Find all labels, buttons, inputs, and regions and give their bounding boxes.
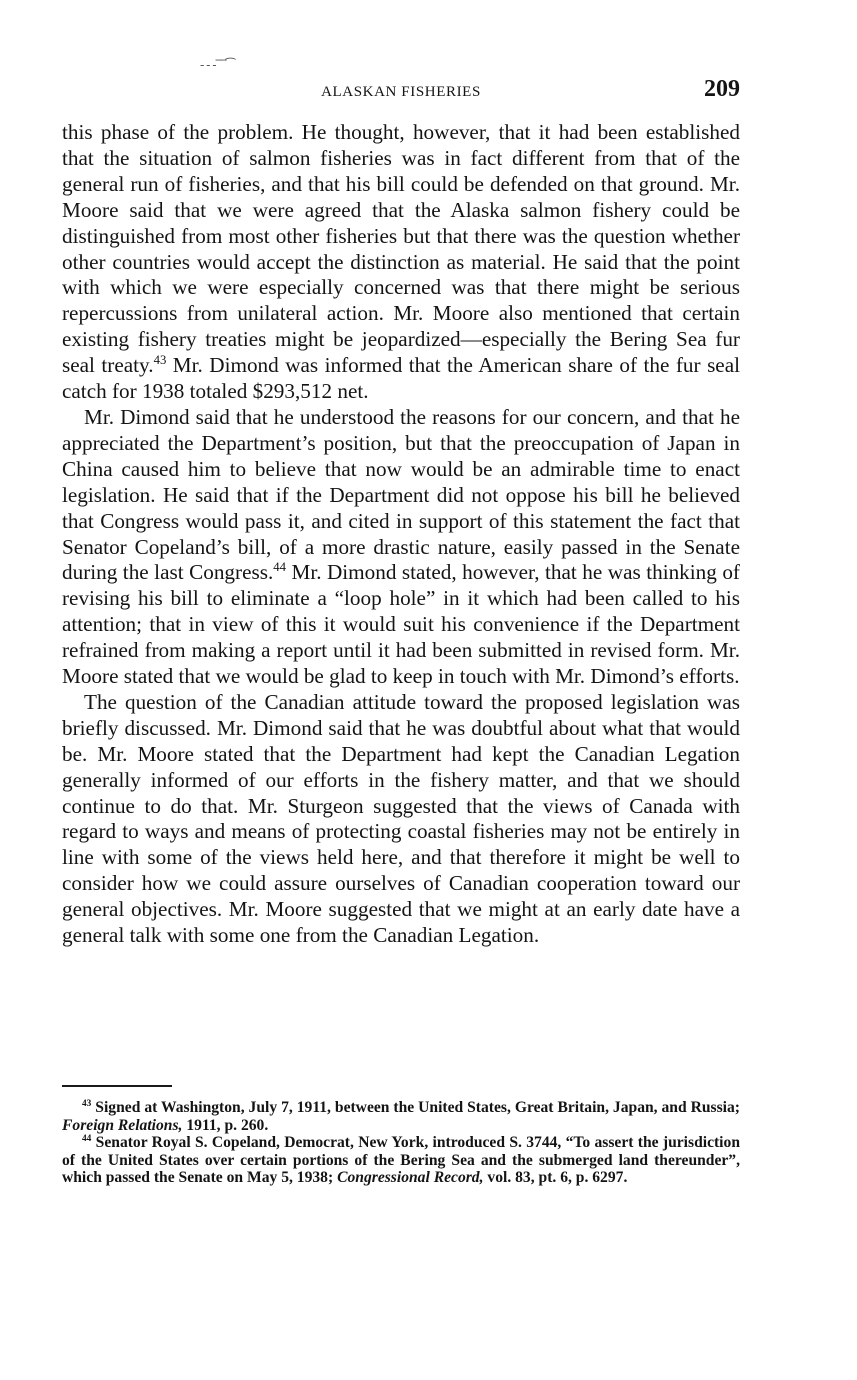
footnote-mark: 44: [82, 1134, 92, 1144]
footnote-citation: Congressional Record,: [337, 1169, 484, 1187]
body-text: [62, 120, 740, 949]
footnote-ref: 44: [273, 560, 286, 575]
running-title: ALASKAN FISHERIES: [321, 84, 481, 100]
footnote-citation: Foreign Relations,: [62, 1116, 183, 1134]
page-header: [62, 74, 740, 108]
footnotes: [62, 1099, 740, 1187]
paragraph-text: Mr. Dimond said that he understood the reasons for our concern, and that he appreciated the Department’s position, but that the preoccupation of Japan in China caused him to believe that now would be an admirable time to enact legislation. He said that if the Department did not oppose his bill he believed that Congress would pass it, and cited in support of this statement the fact that Senator Copeland’s bill, of a more drastic nature, easily passed in the Senate during the last Congress.: [62, 404, 740, 585]
scan-mark: - - -‾‾⁀: [200, 58, 235, 72]
paragraph: [62, 690, 740, 949]
page-number: 209: [704, 76, 740, 102]
footnote-text: vol. 83, pt. 6, p. 6297.: [483, 1169, 628, 1187]
paragraph: [62, 405, 740, 690]
paragraph-text: Mr. Dimond was informed that the American share of the fur seal catch for 1938 totaled $293,512 net.: [62, 353, 741, 404]
footnote-ref: 43: [153, 353, 167, 368]
footnote-divider: [62, 1085, 172, 1087]
footnote: [62, 1099, 740, 1134]
footnote-text: Signed at Washington, July 7, 1911, between the United States, Great Britain, Japan, and Russia;: [91, 1099, 740, 1116]
paragraph-text: this phase of the problem. He thought, however, that it had been established that the situation of salmon fisheries was in fact different from that of the general run of fisheries, and that his bill could be defended on that ground. Mr. Moore said that we were agreed that the Alaska salmon fishery could be distinguished from most other fisheries but that there was the question whether other countries would accept the distinction as material. He said that the point with which we were especially concerned was that there might be serious repercussions from unilateral action. Mr. Moore also mentioned that certain existing fishery treaties might be jeopardized—especially the Bering Sea fur seal treaty.: [62, 120, 740, 378]
paragraph-text: The question of the Canadian attitude toward the proposed legislation was briefly discussed. Mr. Dimond said that he was doubtful about what that would be. Mr. Moore stated that the Department had kept the Canadian Legation generally informed of our efforts in the fishery matter, and that we should continue to do that. Mr. Sturgeon suggested that the views of Canada with regard to ways and means of protecting coastal fisheries may not be entirely in line with some of the views held here, and that therefore it might be well to consider how we could assure ourselves of Canadian cooperation toward our general objectives. Mr. Moore suggested that we might at an early date have a general talk with some one from the Canadian Legation.: [62, 689, 740, 948]
footnote-text: 1911, p. 260.: [182, 1116, 269, 1134]
footnote: [62, 1134, 740, 1187]
footnote-text: Senator Royal S. Copeland, Democrat, New York, introduced S. 3744, “To assert the jurisdiction of the United States over certain portions of the Bering Sea and the submerged land thereunder”, which passed the Senate on May 5, 1938;: [62, 1134, 740, 1187]
footnote-mark: 43: [82, 1098, 92, 1109]
paragraph-text: Mr. Dimond stated, however, that he was thinking of revising his bill to eliminate a “loop hole” in it which had been called to his attention; that in view of this it would suit his convenience if the Department refrained from making a report until it had been submitted in revised form. Mr. Moore stated that we would be glad to keep in touch with Mr. Dimond’s efforts.: [62, 560, 740, 689]
paragraph: [62, 120, 740, 405]
